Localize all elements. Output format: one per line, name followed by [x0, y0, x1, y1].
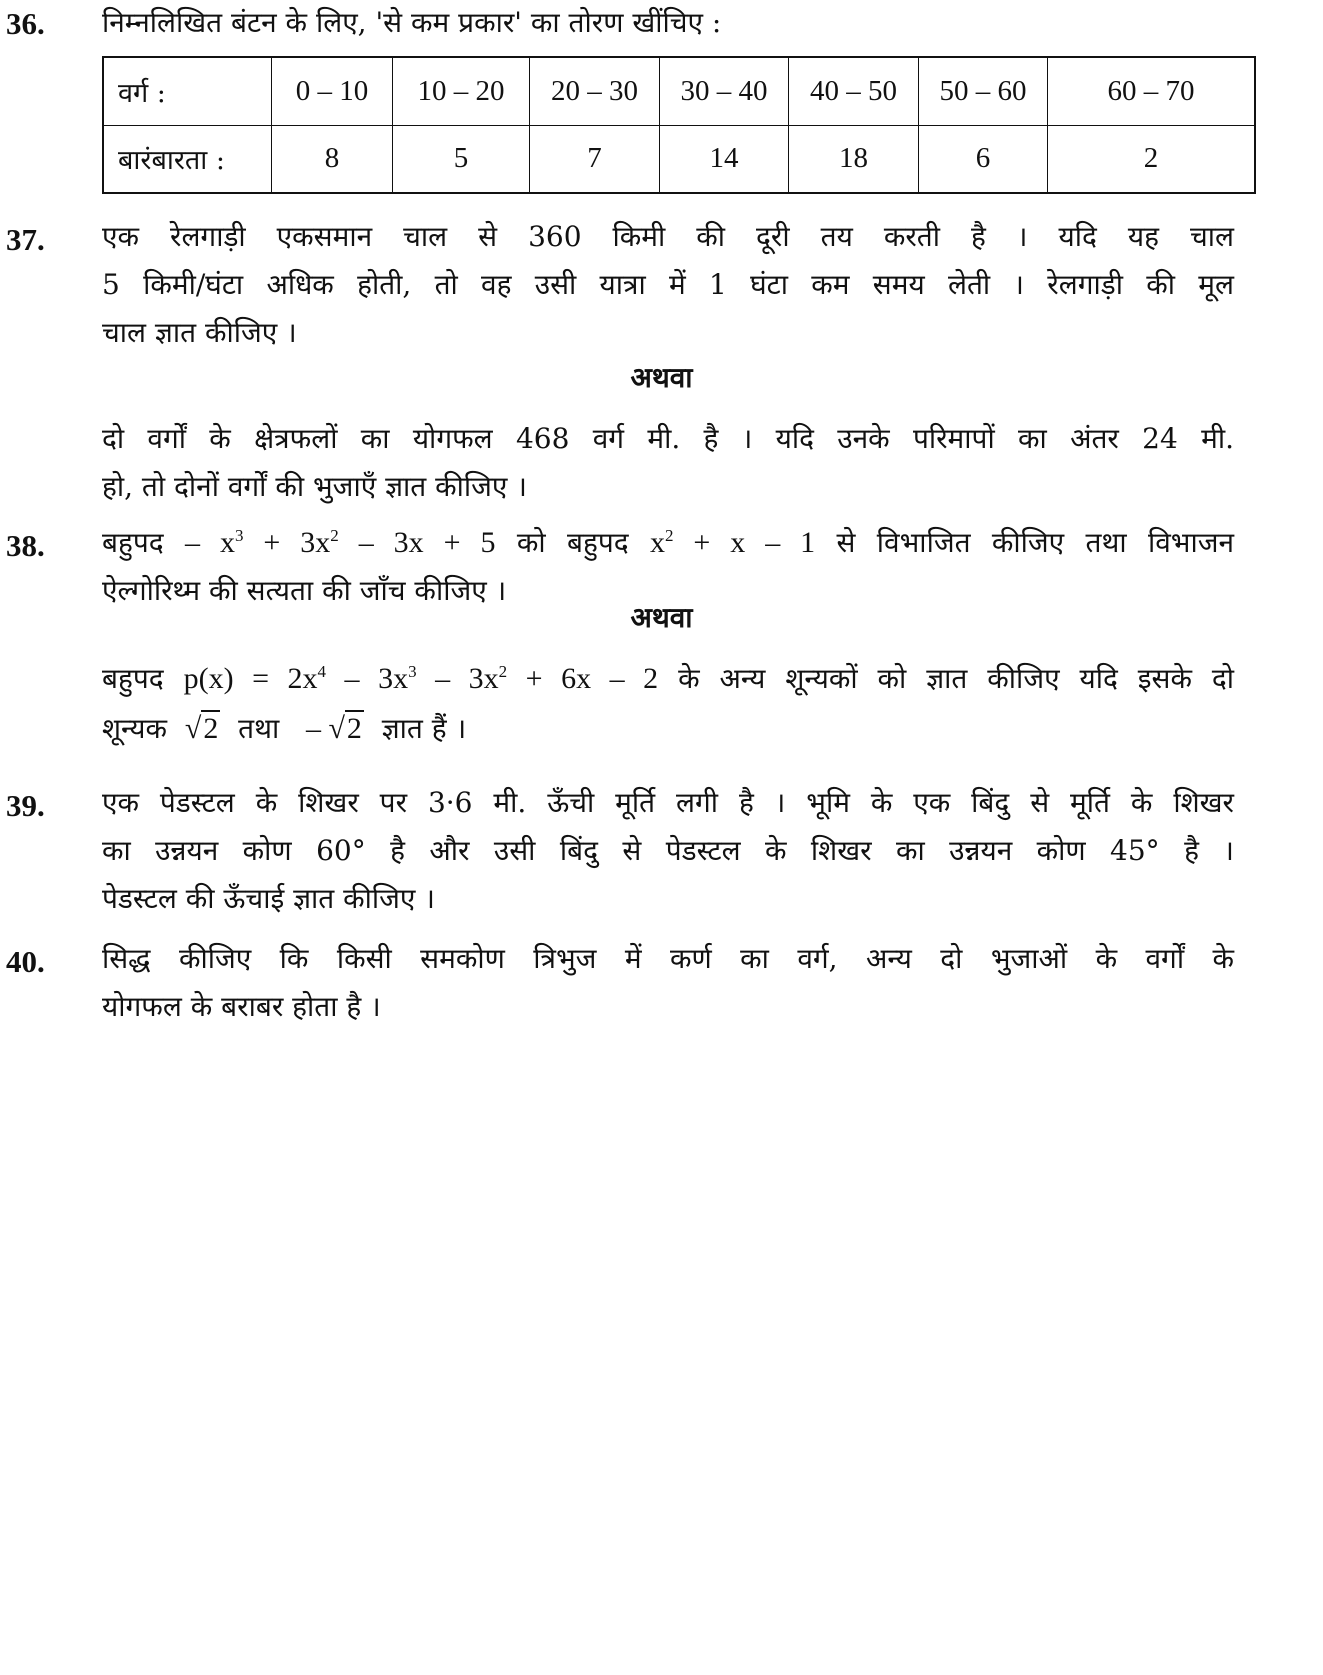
question-number: 39. [6, 788, 45, 823]
table-cell: 2 [1048, 125, 1256, 193]
question-text: निम्नलिखित बंटन के लिए, 'से कम प्रकार' का तोरण खींचिए : [102, 6, 722, 39]
table-cell: 60 – 70 [1048, 57, 1256, 125]
or-separator: अथवा [630, 601, 693, 634]
table-cell: 30 – 40 [660, 57, 789, 125]
negative-sqrt-two: – √2 [305, 712, 362, 745]
table-cell: 20 – 30 [530, 57, 660, 125]
text-fragment: के अन्य शून्यकों को ज्ञात कीजिए यदि इसके दो [678, 662, 1235, 695]
table-cell: 10 – 20 [393, 57, 530, 125]
text-fragment: से विभाजित कीजिए तथा विभाजन [836, 526, 1235, 559]
row-label-class: वर्ग : [103, 57, 272, 125]
table-cell: 14 [660, 125, 789, 193]
text-fragment: शून्यक [102, 712, 168, 745]
table-cell: 40 – 50 [789, 57, 919, 125]
question-text-line: ऐल्गोरिथ्म की सत्यता की जाँच कीजिए । [102, 574, 507, 607]
question-number: 38. [6, 528, 45, 563]
question-text-line: एक रेलगाड़ी एकसमान चाल से 360 किमी की दूरी तय करती है । यदि यह चाल [102, 220, 1234, 253]
question-number: 37. [6, 222, 45, 257]
question-text-line: पेडस्टल की ऊँचाई ज्ञात कीजिए । [102, 882, 435, 915]
question-text-line: योगफल के बराबर होता है । [102, 990, 381, 1023]
text-fragment: को बहुपद [516, 526, 629, 559]
question-text-line: 5 किमी/घंटा अधिक होती, तो वह उसी यात्रा में 1 घंटा कम समय लेती । रेलगाड़ी की मूल [102, 268, 1234, 301]
question-text-line [102, 660, 1234, 698]
question-text-line: चाल ज्ञात कीजिए । [102, 316, 297, 349]
table-cell: 5 [393, 125, 530, 193]
table-row [103, 57, 1255, 125]
question-number: 40. [6, 944, 45, 979]
text-fragment: ज्ञात हैं । [381, 712, 467, 745]
question-number: 36. [6, 6, 45, 41]
table-cell: 0 – 10 [272, 57, 393, 125]
table-cell: 7 [530, 125, 660, 193]
question-text-line [102, 710, 1234, 748]
sqrt-two: √2 [184, 712, 219, 745]
text-fragment: तथा [238, 712, 280, 745]
question-text-line: दो वर्गों के क्षेत्रफलों का योगफल 468 वर्ग मी. है । यदि उनके परिमापों का अंतर 24 मी. [102, 422, 1234, 455]
table-cell: 18 [789, 125, 919, 193]
question-text-line: सिद्ध कीजिए कि किसी समकोण त्रिभुज में कर्ण का वर्ग, अन्य दो भुजाओं के वर्गों के [102, 942, 1234, 975]
frequency-distribution-table [102, 56, 1256, 194]
divisor-polynomial: $x^2 + x - 1$ [649, 526, 816, 559]
question-text-line: हो, तो दोनों वर्गों की भुजाएँ ज्ञात कीजिए । [102, 470, 527, 503]
table-cell: 8 [272, 125, 393, 193]
table-row [103, 125, 1255, 193]
table-cell: 50 – 60 [919, 57, 1048, 125]
text-fragment: बहुपद [102, 526, 164, 559]
polynomial-expression: $p(x) = 2x^4 - 3x^3 - 3x^2 + 6x - 2$ [183, 662, 659, 695]
or-separator: अथवा [630, 361, 693, 394]
text-fragment: बहुपद [102, 662, 164, 695]
question-text-line: का उन्नयन कोण 60° है और उसी बिंदु से पेडस्टल के शिखर का उन्नयन कोण 45° है । [102, 834, 1234, 867]
row-label-frequency: बारंबारता : [103, 125, 272, 193]
question-text-line: एक पेडस्टल के शिखर पर 3·6 मी. ऊँची मूर्ति लगी है । भूमि के एक बिंदु से मूर्ति के शिखर [102, 786, 1234, 819]
question-text-line [102, 524, 1234, 562]
dividend-polynomial: – $x^3 + 3x^2 - 3x + 5$ [185, 526, 496, 559]
table-cell: 6 [919, 125, 1048, 193]
